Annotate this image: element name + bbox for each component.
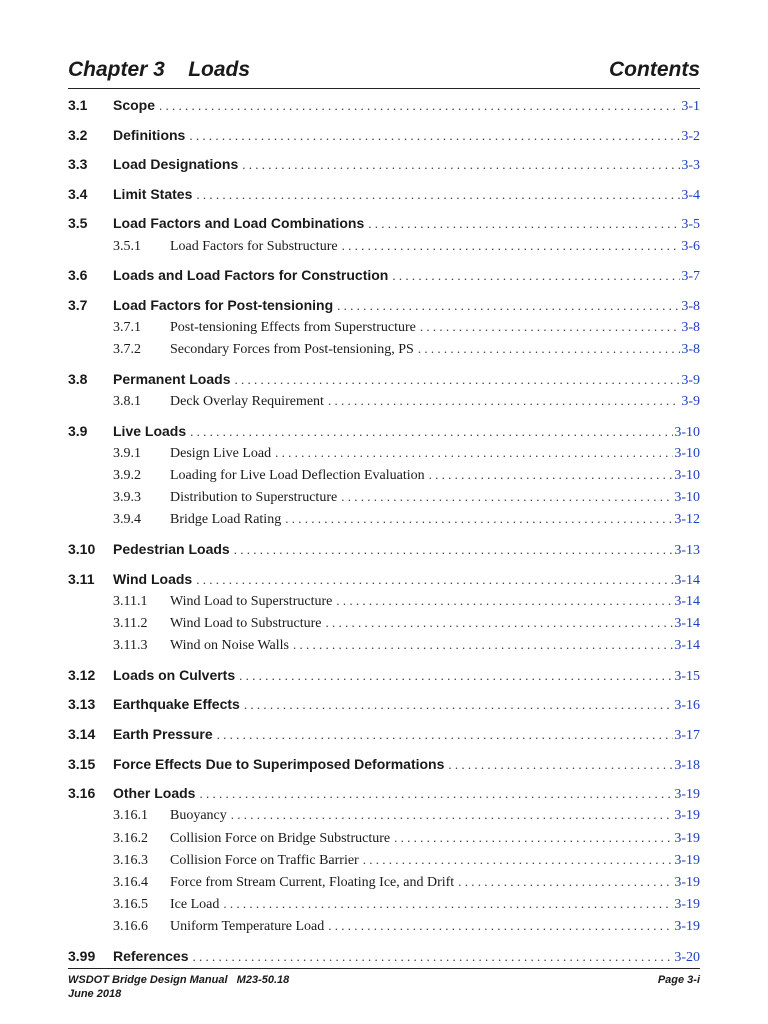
toc-page-link[interactable]: 3-4 (681, 187, 700, 203)
toc-entry-title: Deck Overlay Requirement (170, 394, 324, 409)
toc-page-link[interactable]: 3-12 (674, 512, 700, 528)
toc-dot-leader (285, 511, 673, 527)
toc-page-link[interactable]: 3-10 (674, 490, 700, 506)
toc-dot-leader (193, 949, 674, 965)
toc-entry-number: 3.4 (68, 185, 88, 202)
toc-entry-number: 3.9.2 (113, 468, 141, 483)
toc-page-link[interactable]: 3-13 (674, 543, 700, 558)
toc-dot-leader (418, 341, 681, 357)
toc-section-entry[interactable] (68, 948, 700, 966)
toc-dot-leader (363, 852, 674, 868)
toc-page-link[interactable]: 3-14 (674, 616, 700, 631)
toc-entry-number: 3.14 (68, 726, 96, 742)
toc-entry-title: References (113, 948, 189, 964)
toc-entry-number: 3.13 (68, 696, 96, 713)
footer-manual-title: WSDOT Bridge Design Manual M23-50.18 (68, 974, 290, 986)
toc-dot-leader (217, 727, 674, 743)
toc-page-link[interactable]: 3-10 (674, 424, 700, 440)
toc-subsection-entry[interactable] (68, 830, 700, 847)
toc-section-entry[interactable] (68, 756, 700, 774)
toc-section-entry[interactable] (68, 215, 700, 233)
toc-entry-number: 3.9.4 (113, 512, 141, 528)
toc-page-link[interactable]: 3-6 (681, 238, 700, 254)
toc-entry-title: Pedestrian Loads (113, 541, 230, 557)
toc-page-link[interactable]: 3-15 (674, 668, 700, 684)
toc-entry-number: 3.16 (68, 785, 96, 802)
toc-section-entry[interactable] (68, 423, 700, 441)
toc-entry-number: 3.2 (68, 126, 88, 143)
toc-subsection-entry[interactable] (68, 489, 700, 506)
toc-entry-number: 3.7.1 (113, 320, 141, 335)
toc-page-link[interactable]: 3-9 (681, 372, 700, 388)
toc-subsection-entry[interactable] (68, 238, 700, 255)
toc-entry-title: Post-tensioning Effects from Superstructure (170, 320, 416, 335)
toc-section-entry[interactable] (68, 571, 700, 589)
toc-subsection-entry[interactable] (68, 615, 700, 632)
toc-entry-number: 3.16.6 (113, 919, 148, 935)
toc-dot-leader (337, 298, 680, 314)
toc-page-link[interactable]: 3-3 (681, 158, 700, 174)
toc-entry-title: Other Loads (113, 785, 196, 802)
toc-dot-leader (368, 216, 680, 232)
toc-section-entry[interactable] (68, 541, 700, 559)
toc-entry-title: Loading for Live Load Deflection Evaluation (170, 468, 425, 483)
toc-dot-leader (336, 593, 673, 609)
toc-entry-title: Bridge Load Rating (170, 512, 282, 528)
toc-subsection-entry[interactable] (68, 319, 700, 336)
document-page (68, 0, 700, 1024)
toc-entry-title: Load Designations (113, 156, 239, 173)
toc-entry-title: Loads on Culverts (113, 666, 236, 683)
toc-entry-title: Uniform Temperature Load (170, 919, 325, 935)
toc-entry-number: 3.9.3 (113, 490, 141, 506)
toc-page-link[interactable]: 3-19 (674, 897, 700, 913)
toc-section-entry[interactable] (68, 785, 700, 803)
toc-section-entry[interactable] (68, 726, 700, 744)
toc-page-link[interactable]: 3-19 (674, 830, 700, 846)
toc-entry-number: 3.16.1 (113, 808, 148, 824)
toc-page-link[interactable]: 3-17 (674, 728, 700, 743)
toc-entry-title: Force Effects Due to Superimposed Deformations (113, 755, 445, 772)
toc-page-link[interactable]: 3-1 (681, 99, 700, 114)
toc-subsection-entry[interactable] (68, 467, 700, 484)
toc-entry-title: Load Factors for Substructure (170, 238, 338, 254)
footer-date: June 2018 (68, 988, 122, 1000)
toc-page-link[interactable]: 3-8 (681, 298, 700, 314)
toc-page-link[interactable]: 3-9 (681, 394, 700, 409)
toc-page-link[interactable]: 3-5 (681, 217, 700, 233)
toc-subsection-entry[interactable] (68, 341, 700, 358)
toc-page-link[interactable]: 3-10 (674, 468, 700, 483)
toc-dot-leader (275, 445, 673, 461)
toc-page-link[interactable]: 3-18 (674, 757, 700, 773)
toc-entry-number: 3.5 (68, 215, 88, 232)
toc-section-entry[interactable] (68, 97, 700, 115)
toc-page-link[interactable]: 3-14 (674, 638, 700, 654)
toc-page-link[interactable]: 3-10 (674, 445, 700, 461)
toc-entry-number: 3.16.3 (113, 852, 148, 868)
toc-entry-title: Force from Stream Current, Floating Ice, and Drift (170, 875, 455, 890)
toc-entry-title: Earth Pressure (113, 726, 213, 742)
chapter-title: Chapter 3 Loads (68, 58, 251, 81)
toc-subsection-entry[interactable] (68, 511, 700, 528)
toc-entry-number: 3.99 (68, 948, 96, 964)
toc-entry-title: Wind Loads (113, 570, 193, 587)
toc-page-link[interactable]: 3-16 (674, 698, 700, 714)
toc-dot-leader (231, 807, 674, 823)
toc-section-entry[interactable] (68, 156, 700, 174)
toc-entry-title: Wind on Noise Walls (170, 638, 289, 654)
toc-entry-number: 3.8.1 (113, 394, 141, 409)
toc-dot-leader (159, 98, 680, 114)
toc-subsection-entry[interactable] (68, 637, 700, 654)
toc-dot-leader (234, 542, 674, 558)
toc-dot-leader (328, 918, 673, 934)
toc-dot-leader (341, 489, 673, 505)
toc-entry-number: 3.5.1 (113, 238, 141, 254)
toc-page-link[interactable]: 3-19 (674, 875, 700, 890)
contents-title: Contents (609, 58, 700, 81)
toc-subsection-entry[interactable] (68, 593, 700, 610)
toc-entry-title: Live Loads (113, 422, 187, 439)
toc-dot-leader (293, 637, 673, 653)
toc-section-entry[interactable] (68, 696, 700, 714)
toc-dot-leader (242, 157, 680, 173)
toc-section-entry[interactable] (68, 267, 700, 285)
toc-dot-leader (342, 238, 681, 254)
toc-entry-number: 3.11.1 (113, 593, 148, 609)
toc-dot-leader (392, 268, 680, 284)
toc-entry-number: 3.3 (68, 156, 88, 173)
toc-entry-number: 3.15 (68, 755, 96, 772)
toc-page-link[interactable]: 3-8 (681, 342, 700, 358)
toc-section-entry[interactable] (68, 127, 700, 145)
toc-dot-leader (420, 319, 680, 335)
toc-entry-number: 3.9.1 (113, 445, 141, 461)
toc-dot-leader (199, 786, 673, 802)
toc-page-link[interactable]: 3-14 (674, 572, 700, 588)
toc-entry-title: Buoyancy (170, 808, 227, 824)
footer-page-number: Page 3-i (657, 974, 700, 986)
toc-dot-leader (394, 830, 673, 846)
toc-entry-title: Collision Force on Bridge Substructure (170, 830, 391, 846)
toc-entry-number: 3.16.4 (113, 875, 148, 890)
toc-entry-title: Ice Load (170, 897, 220, 913)
toc-entry-number: 3.16.5 (113, 897, 148, 913)
toc-page-link[interactable]: 3-19 (674, 808, 700, 824)
toc-dot-leader (234, 372, 680, 388)
toc-section-entry[interactable] (68, 371, 700, 389)
toc-entry-number: 3.11 (68, 570, 95, 587)
toc-entry-title: Wind Load to Superstructure (170, 593, 333, 609)
toc-page-link[interactable]: 3-8 (681, 320, 700, 335)
toc-page-link[interactable]: 3-19 (674, 852, 700, 868)
toc-entry-title: Earthquake Effects (113, 696, 240, 713)
toc-entry-title: Distribution to Superstructure (170, 490, 338, 506)
toc-dot-leader (244, 697, 674, 713)
toc-entry-number: 3.10 (68, 541, 96, 557)
toc-subsection-entry[interactable] (68, 896, 700, 913)
toc-section-entry[interactable] (68, 667, 700, 685)
toc-dot-leader (448, 757, 673, 773)
toc-entry-title: Design Live Load (170, 445, 272, 461)
toc-page-link[interactable]: 3-19 (674, 919, 700, 935)
toc-dot-leader (458, 874, 673, 890)
toc-entry-number: 3.11.2 (113, 616, 148, 631)
toc-dot-leader (196, 572, 673, 588)
toc-entry-number: 3.7.2 (113, 342, 141, 358)
toc-section-entry[interactable] (68, 297, 700, 315)
toc-entry-title: Permanent Loads (113, 370, 231, 387)
toc-dot-leader (223, 896, 673, 912)
toc-entry-number: 3.11.3 (113, 638, 148, 654)
toc-page-link[interactable]: 3-14 (674, 593, 700, 609)
toc-dot-leader (190, 424, 673, 440)
toc-entry-title: Scope (113, 97, 156, 113)
toc-subsection-entry[interactable] (68, 874, 700, 891)
toc-page-link[interactable]: 3-19 (674, 787, 700, 803)
toc-dot-leader (328, 393, 680, 409)
toc-entry-number: 3.16.2 (113, 830, 148, 846)
toc-entry-number: 3.6 (68, 267, 88, 284)
toc-subsection-entry[interactable] (68, 445, 700, 462)
toc-page-link[interactable]: 3-20 (674, 950, 700, 965)
toc-entry-title: Loads and Load Factors for Construction (113, 267, 389, 284)
page-footer (68, 968, 700, 1000)
toc-dot-leader (189, 128, 680, 144)
toc-entry-number: 3.12 (68, 666, 96, 683)
toc-entry-number: 3.1 (68, 97, 88, 113)
toc-dot-leader (196, 187, 680, 203)
toc-subsection-entry[interactable] (68, 807, 700, 824)
toc-entry-title: Load Factors for Post-tensioning (113, 296, 334, 313)
toc-subsection-entry[interactable] (68, 918, 700, 935)
chapter-header (68, 56, 700, 89)
toc-subsection-entry[interactable] (68, 393, 700, 410)
toc-entry-title: Wind Load to Substructure (170, 616, 322, 631)
toc-dot-leader (325, 615, 673, 631)
toc-entry-title: Definitions (113, 126, 186, 143)
toc-entry-number: 3.7 (68, 296, 88, 313)
toc-page-link[interactable]: 3-7 (681, 269, 700, 285)
toc-entry-number: 3.9 (68, 422, 88, 439)
toc-entry-title: Collision Force on Traffic Barrier (170, 852, 359, 868)
toc-entry-title: Limit States (113, 185, 193, 202)
toc-entry-number: 3.8 (68, 370, 88, 387)
toc-section-entry[interactable] (68, 186, 700, 204)
toc-dot-leader (429, 467, 674, 483)
toc-entry-title: Secondary Forces from Post-tensioning, PS (170, 342, 414, 358)
toc-subsection-entry[interactable] (68, 852, 700, 869)
toc-dot-leader (239, 668, 673, 684)
toc-entry-title: Load Factors and Load Combinations (113, 215, 365, 232)
toc-page-link[interactable]: 3-2 (681, 128, 700, 144)
